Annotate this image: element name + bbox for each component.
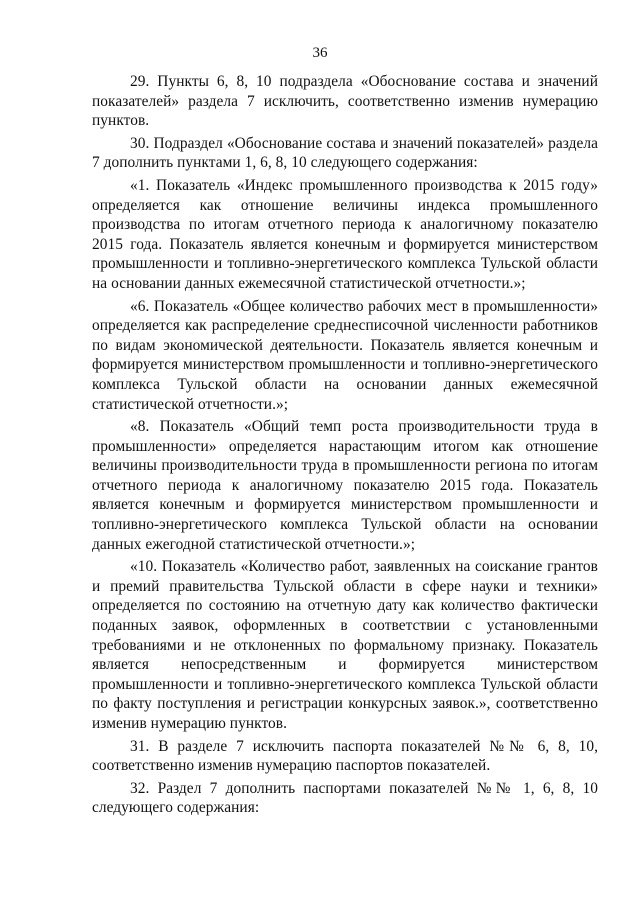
- indicator-1-paragraph: «1. Показатель «Индекс промышленного производства к 2015 году» определяется как отношение величины индекса промышленного производства по итогам отчетного периода к аналогичному показателю 2015 года. Показатель является конечным и формируется министерством промышленности и топливно-энергетического комплекса Тульской области на основании данных ежемесячной статистической отчетности.»;: [92, 176, 598, 292]
- paragraph-30: 30. Подраздел «Обоснование состава и значений показателей» раздела 7 дополнить пунктами 1, 6, 8, 10 следующего содержания:: [92, 134, 598, 172]
- paragraph-32: 32. Раздел 7 дополнить паспортами показателей №№ 1, 6, 8, 10 следующего содержания:: [92, 779, 598, 817]
- indicator-8-paragraph: «8. Показатель «Общий темп роста производительности труда в промышленности» определяется нарастающим итогом как отношение величины производительности труда в промышленности региона по итогам отчетного периода к аналогичному показателю 2015 года. Показатель является конечным и формируется министерством промышленности и топливно-энергетического комплекса Тульской области на основании данных ежегодной статистической отчетности.»;: [92, 418, 598, 553]
- page-number: 36: [312, 45, 328, 61]
- paragraph-31: 31. В разделе 7 исключить паспорта показателей №№ 6, 8, 10, соответственно изменив нумерацию паспортов показателей.: [92, 737, 598, 775]
- indicator-6-paragraph: «6. Показатель «Общее количество рабочих мест в промышленности» определяется как распределение среднесписочной численности работников по видам экономической деятельности. Показатель является конечным и формируется министерством промышленности и топливно-энергетического комплекса Тульской области на основании данных ежемесячной статистической отчетности.»;: [92, 297, 598, 413]
- document-body: [92, 72, 598, 821]
- paragraph-29: 29. Пункты 6, 8, 10 подраздела «Обоснование состава и значений показателей» раздела 7 исключить, соответственно изменив нумерацию пунктов.: [92, 73, 598, 130]
- indicator-10-paragraph: «10. Показатель «Количество работ, заявленных на соискание грантов и премий правительства Тульской области в сфере науки и техники» определяется по состоянию на отчетную дату как количество фактически поданных заявок, оформленных в соответствии с установленными требованиями и не отклоненных по формальному признаку. Показатель является непосредственным и формируется министерством промышленности и топливно-энергетического комплекса Тульской области по факту поступления и регистрации конкурсных заявок.», соответственно изменив нумерацию пунктов.: [92, 558, 598, 732]
